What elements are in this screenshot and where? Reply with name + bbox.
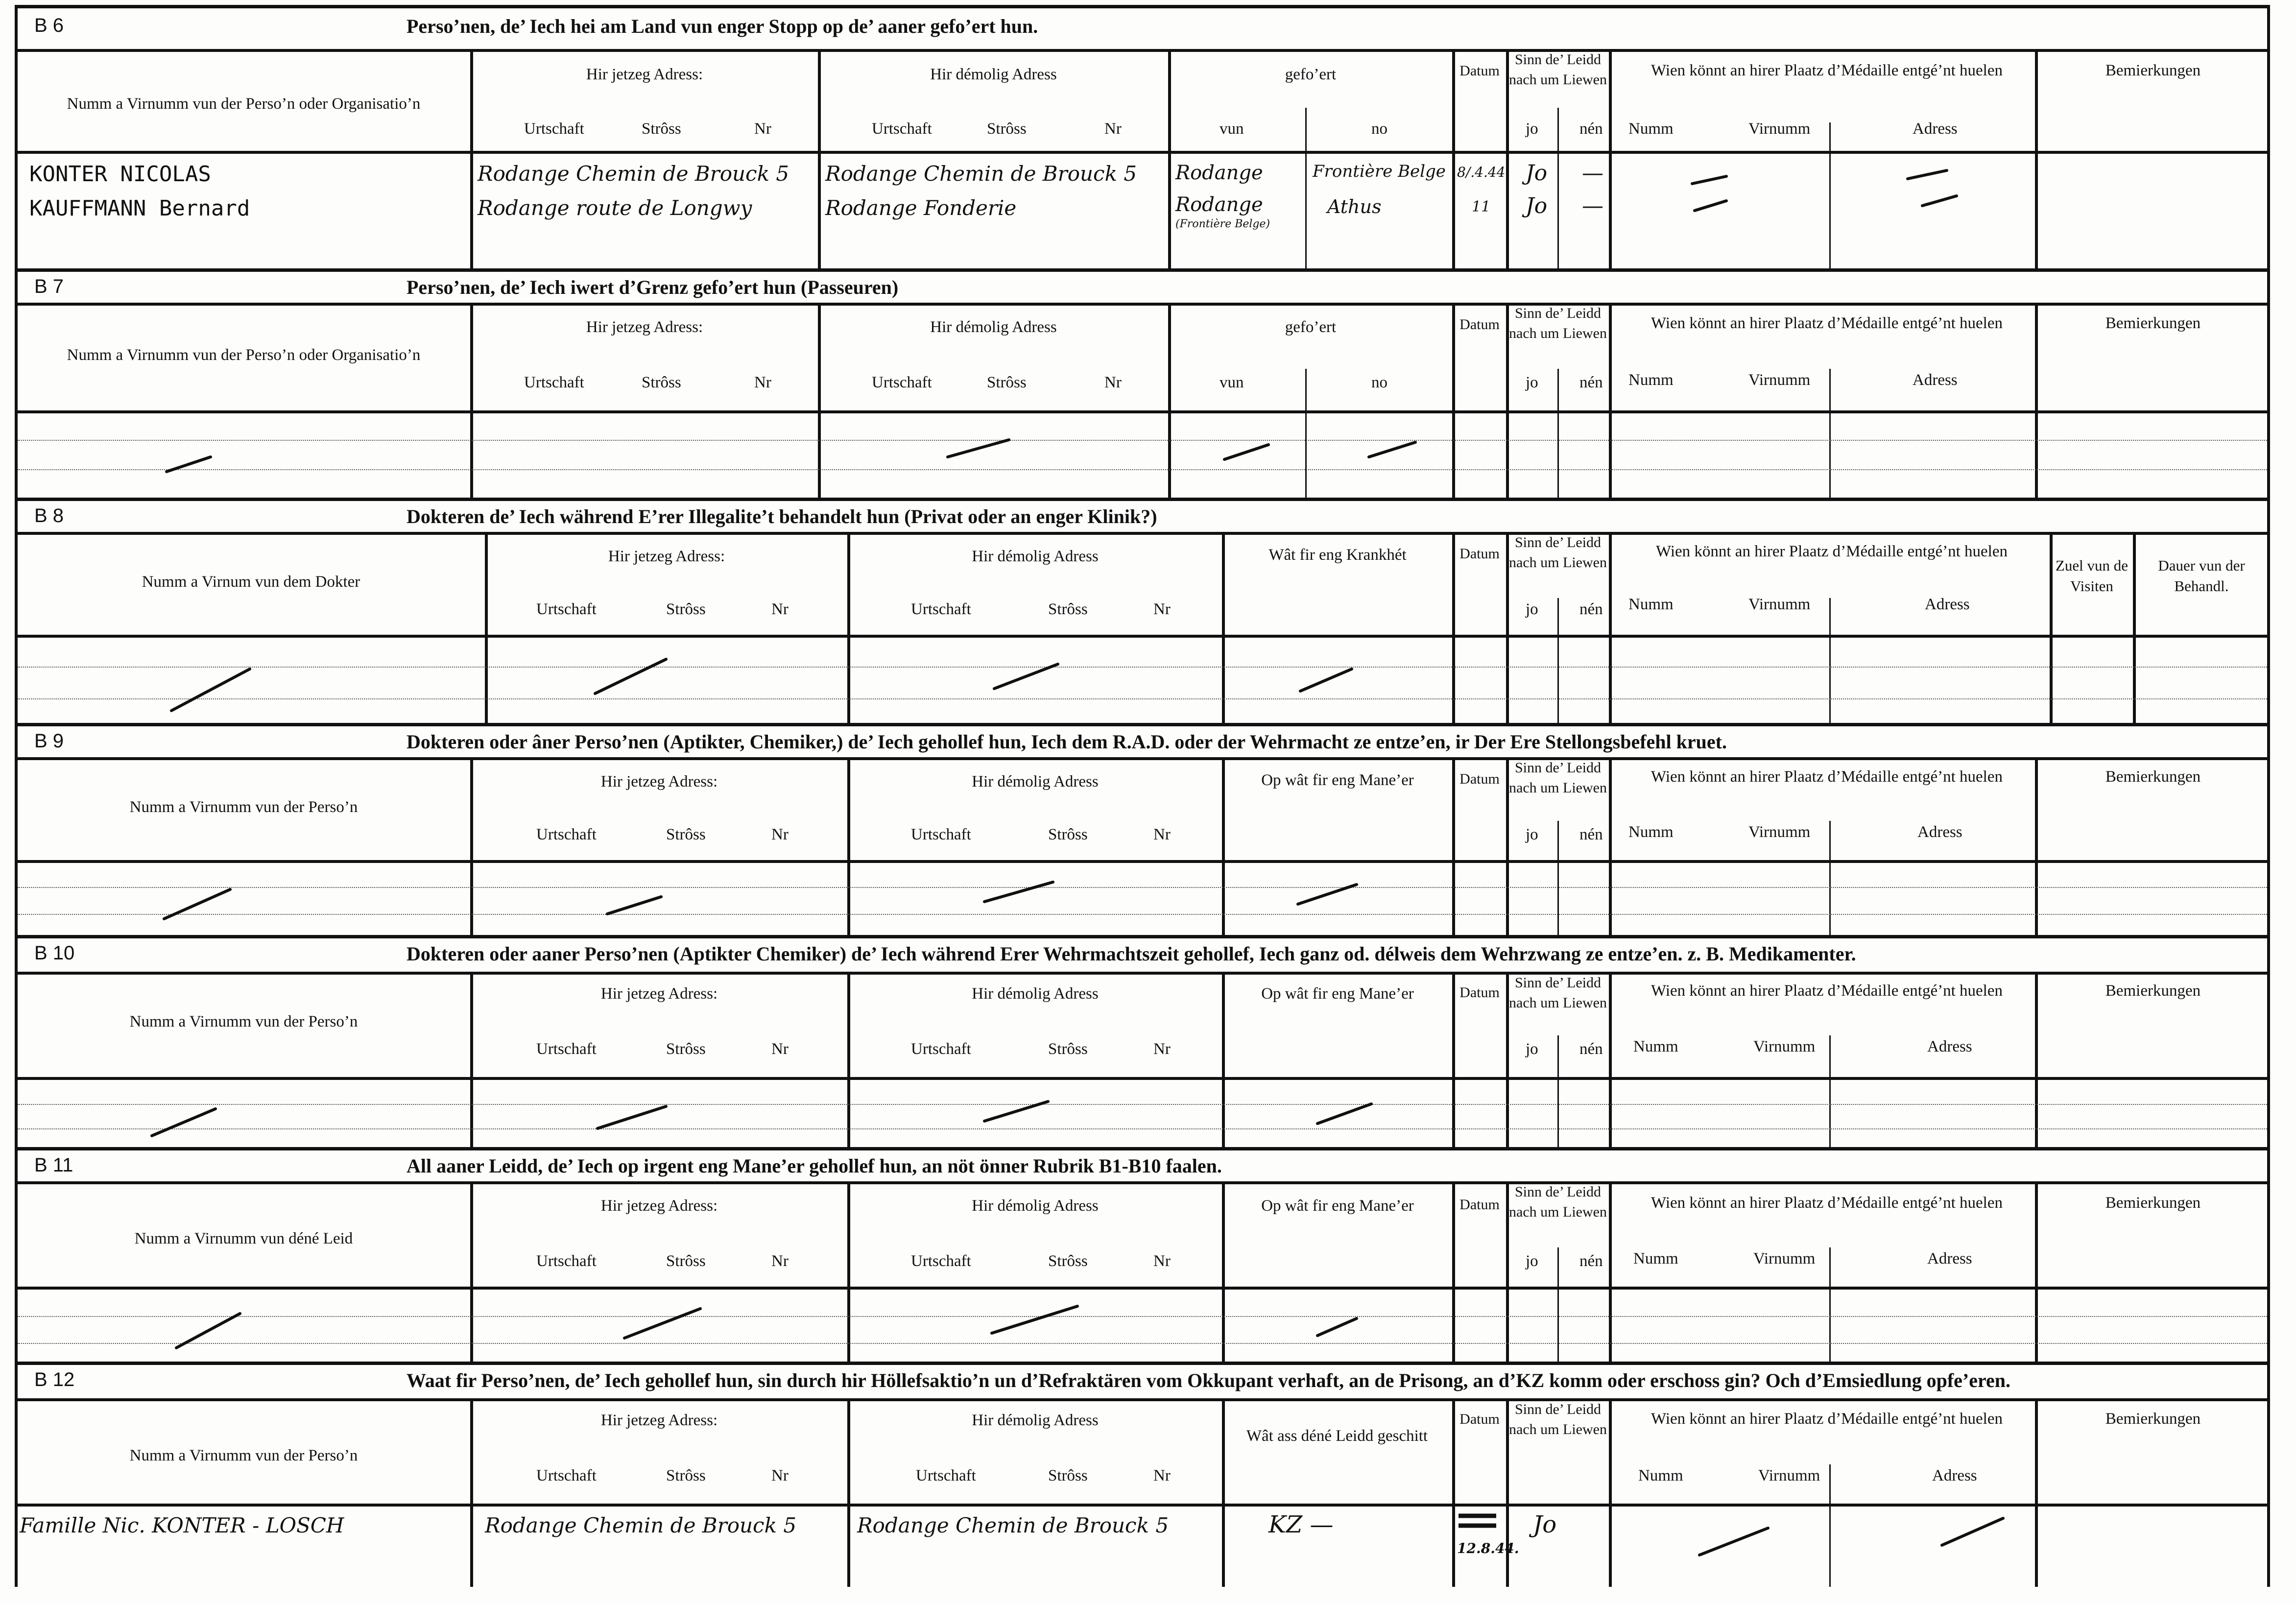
- entry-adr-old: Rodange Fonderie: [825, 196, 1017, 220]
- dash-marks: [15, 1147, 2270, 1365]
- entry-name: Famille Nic. KONTER - LOSCH: [20, 1513, 344, 1537]
- entry-datum: 11: [1472, 198, 1491, 215]
- section-b12: B 12 Waat fir Perso’nen, de’ Iech gehollef hun, sin durch hir Höllefsaktio’n un d’Refraktären vom Okkupant verhaft, an de Prisong, an d’KZ komm oder erschoss gin? Och d’Emsiedlung opfe’eren. Numm a Virnumm vun der Perso’n Hir jetzeg Adress: Urtschaft Strôss Nr Hir démolig Adress Urtschaft Strôss Nr Wât ass déné Leidd geschitt Datum Sinn de’ Leidd nach um Liewen Wien könnt an hirer Plaatz d’Médaille entgé’nt huelen Numm Virnumm Adress Bemierkungen Famille Nic. KONTER - LOSCH Rodange Chemin de Brouck 5 Rodange Chemin de Brouck 5 KZ — 12.8.44. Jo: [15, 1362, 2270, 1587]
- datum-header: Datum: [1459, 63, 1500, 79]
- entry-adr-now: Rodange Chemin de Brouck 5: [478, 162, 789, 186]
- section-b8: B 8 Dokteren de’ Iech während E’rer Illegalite’t behandelt hun (Privat oder an enger Klinik?) Numm a Virnum vun dem Dokter Hir jetzeg Adress: Urtschaft Strôss Nr Hir démolig Adress Urtschaft Strôss Nr Wât fir eng Krankhét Datum Sinn de’ Leidd nach um Liewen jo nén Wien könnt an hirer Plaatz d’Médaille entgé’nt huelen Numm Virnumm Adress Zuel vun de Visiten Dauer vun der Behandl.: [15, 498, 2270, 726]
- dash-marks: [15, 1362, 2270, 1587]
- section-b6: B 6 Perso’nen, de’ Iech hei am Land vun enger Stopp op de’ aaner gefo’ert hun. Numm a Virnumm vun der Perso’n oder Organisatio’n Hir jetzeg Adress: Urtschaft Strôss Nr Hir démolig Adress Urtschaft Strôss Nr gefo’ert vun no Datum Sinn de’ Leidd nach um Liewen jo nén Wien könnt an hirer Plaatz d’Médaille entgé’nt huelen Numm Virnumm Adress Bemierkungen KONTER NICOLAS KAUFFMANN Bernard Rodange Chemin de Brouck 5 Rodange route de Longwy Rodange Chemin de Brouck 5 Rodange Fonderie Rodange Rodange (Frontière Belge) Frontière Belge Athus 8/.4.44 11 Jo Jo — —: [15, 5, 2270, 272]
- section-b7: B 7 Perso’nen, de’ Iech iwert d’Grenz gefo’ert hun (Passeuren) Numm a Virnumm vun der Perso’n oder Organisatio’n Hir jetzeg Adress: Urtschaft Strôss Nr Hir démolig Adress Urtschaft Strôss Nr gefo’ert vun no Datum Sinn de’ Leidd nach um Liewen jo nén Wien könnt an hirer Plaatz d’Médaille entgé’nt huelen Numm Virnumm Adress Bemierkungen: [15, 268, 2270, 501]
- section-b11: B 11 All aaner Leidd, de’ Iech op irgent eng Mane’er gehollef hun, an nöt önner Rubrik B1-B10 faalen. Numm a Virnumm vun déné Leid Hir jetzeg Adress: Urtschaft Strôss Nr Hir démolig Adress Urtschaft Strôss Nr Op wât fir eng Mane’er Datum Sinn de’ Leidd nach um Liewen jo nén Wien könnt an hirer Plaatz d’Médaille entgé’nt huelen Numm Virnumm Adress Bemierkungen: [15, 1147, 2270, 1365]
- entry-nen: —: [1582, 193, 1603, 218]
- adr-old-header: Hir démolig Adress: [930, 66, 1057, 83]
- dash-marks: [15, 935, 2270, 1150]
- entry-datum: 12.8.44.: [1457, 1540, 1519, 1556]
- entry-vun: Rodange: [1175, 162, 1263, 184]
- dash-marks: [15, 723, 2270, 938]
- section-title: Perso’nen, de’ Iech iwert d’Grenz gefo’ert hun (Passeuren): [407, 276, 899, 298]
- entry-adr-old: Rodange Chemin de Brouck 5: [825, 162, 1137, 186]
- gefoert-header: gefo’ert: [1285, 66, 1337, 83]
- entry-nen: —: [1582, 161, 1603, 186]
- wien-header: Wien könnt an hirer Plaatz d’Médaille entgé’nt huelen: [1651, 62, 2003, 79]
- entry-no: Frontière Belge: [1313, 162, 1446, 181]
- entry-no: Athus: [1327, 196, 1382, 217]
- entry-jo: Jo: [1533, 1511, 1557, 1538]
- section-b10: B 10 Dokteren oder aaner Perso’nen (Aptikter Chemiker) de’ Iech während Erer Wehrmachtszeit gehollef, Iech ganz od. délweis dem Wehrzwang ze entze’en. z. B. Medikamenter. Numm a Virnumm vun der Perso’n Hir jetzeg Adress: Urtschaft Strôss Nr Hir démolig Adress Urtschaft Strôss Nr Op wât fir eng Mane’er Datum Sinn de’ Leidd nach um Liewen jo nén Wien könnt an hirer Plaatz d’Médaille entgé’nt huelen Numm Virnumm Adress Bemierkungen: [15, 935, 2270, 1150]
- adr-now-header: Hir jetzeg Adress:: [586, 66, 703, 83]
- entry-name: KAUFFMANN Bernard: [29, 196, 250, 221]
- sinn-header: Sinn de’ Leidd nach um Liewen: [1509, 51, 1607, 88]
- dash-marks: [15, 5, 2270, 272]
- section-id: B 7: [34, 276, 64, 297]
- section-id: B 6: [34, 15, 64, 36]
- bemerk-header: Bemierkungen: [2105, 62, 2201, 79]
- entry-what: KZ —: [1268, 1511, 1334, 1538]
- entry-datum: 8/.4.44: [1457, 164, 1506, 180]
- entry-adr-old: Rodange Chemin de Brouck 5: [857, 1513, 1169, 1537]
- name-col-header: Numm a Virnumm vun der Perso’n oder Organisatio’n: [67, 95, 421, 113]
- entry-vun: Rodange: [1175, 193, 1263, 216]
- section-b9: B 9 Dokteren oder âner Perso’nen (Aptikter, Chemiker,) de’ Iech gehollef hun, Iech dem R.A.D. oder der Wehrmacht ze entze’en, ir Der Ere Stellongsbefehl kruet. Numm a Virnumm vun der Perso’n Hir jetzeg Adress: Urtschaft Strôss Nr Hir démolig Adress Urtschaft Strôss Nr Op wât fir eng Mane’er Datum Sinn de’ Leidd nach um Liewen jo nén Wien könnt an hirer Plaatz d’Médaille entgé’nt huelen Numm Virnumm Adress Bemierkungen: [15, 723, 2270, 938]
- entry-vun-note: (Frontière Belge): [1175, 218, 1270, 230]
- dash-marks: [15, 498, 2270, 726]
- section-title: Perso’nen, de’ Iech hei am Land vun enger Stopp op de’ aaner gefo’ert hun.: [407, 15, 1038, 37]
- entry-jo: Jo: [1526, 193, 1548, 218]
- entry-adr-now: Rodange Chemin de Brouck 5: [485, 1513, 797, 1537]
- entry-jo: Jo: [1526, 161, 1548, 186]
- entry-name: KONTER NICOLAS: [29, 162, 211, 187]
- entry-adr-now: Rodange route de Longwy: [478, 196, 752, 220]
- dash-marks: [15, 268, 2270, 501]
